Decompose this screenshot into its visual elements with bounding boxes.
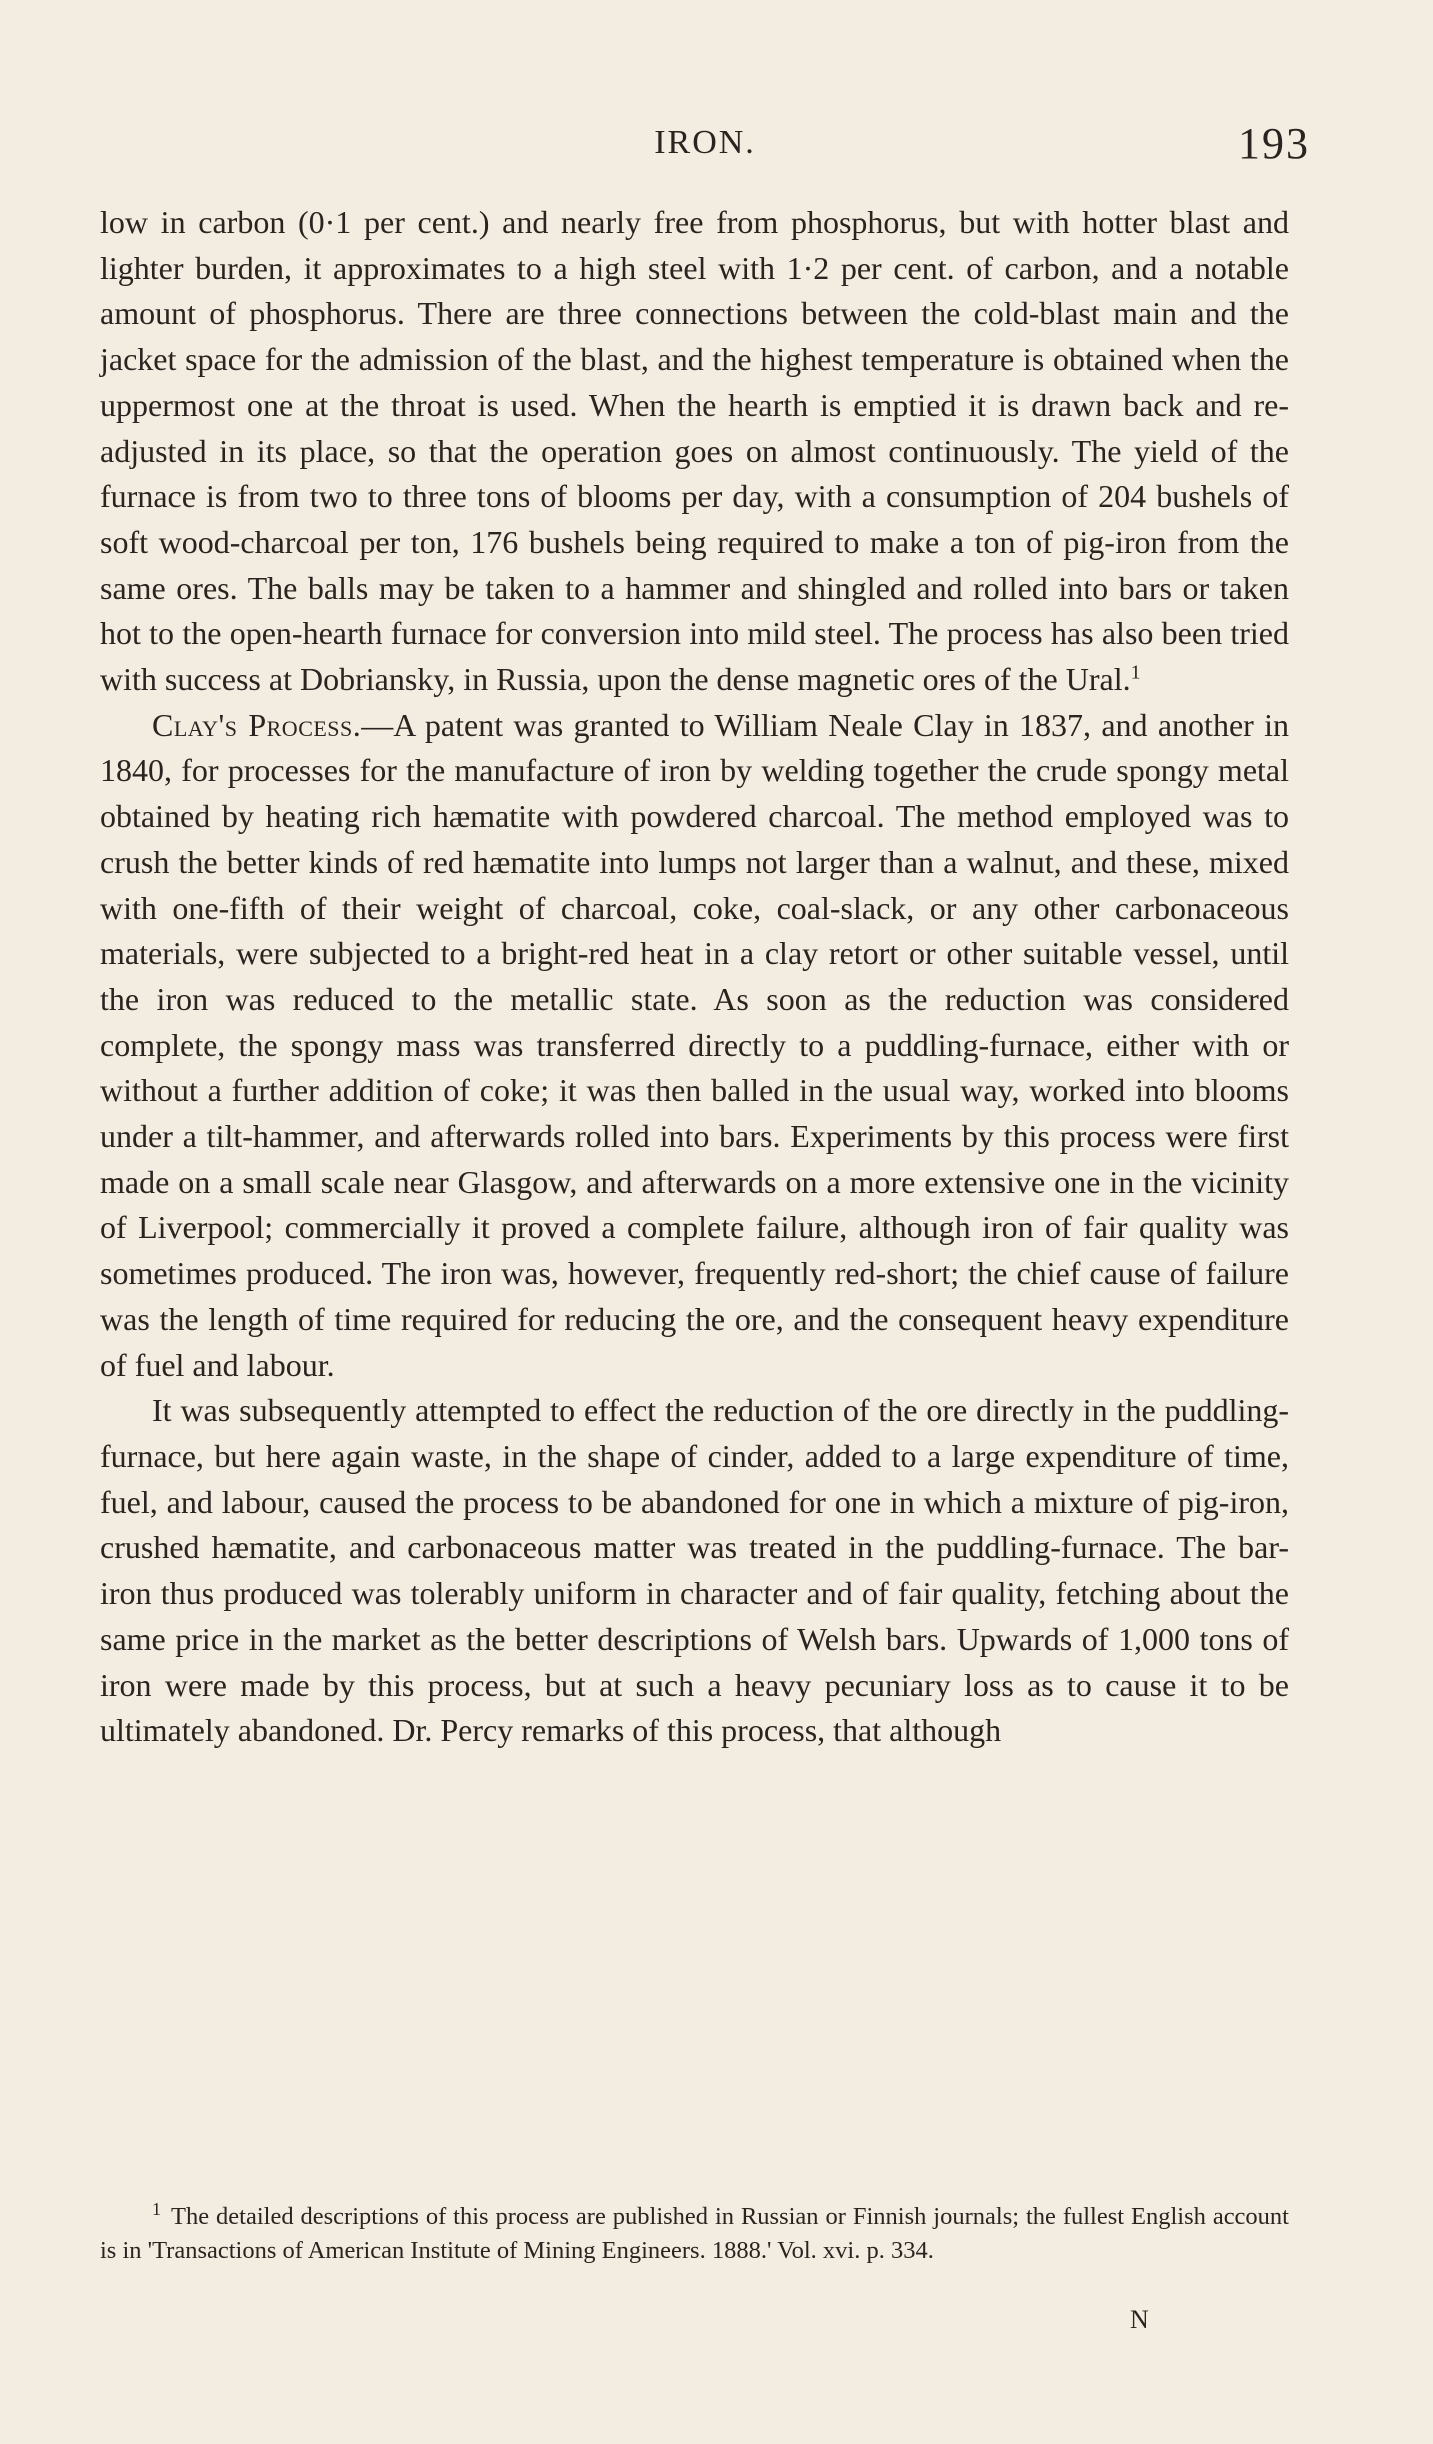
- running-head: [100, 118, 1310, 178]
- section-heading: Clay's Process.: [152, 706, 362, 743]
- footnote-mark: 1: [152, 2198, 161, 2219]
- footnote: [100, 2200, 1289, 2267]
- running-title: IRON.: [654, 124, 756, 161]
- footnote-text: The detailed descriptions of this process are published in Russian or Finnish journals; the fullest English account is in 'Transactions of American Institute of Mining Engineers. 1888.' Vol. xvi. p. 334.: [100, 2203, 1289, 2264]
- paragraph-3: It was subsequently attempted to effect the reduction of the ore directly in the puddling-furnace, but here again waste, in the shape of cinder, added to a large expenditure of time, fuel, and labour, caused the process to be abandoned for one in which a mixture of pig-iron, crushed hæmatite, and carbonaceous matter was treated in the puddling-furnace. The bar-iron thus produced was tolerably uniform in character and of fair quality, fetching about the same price in the market as the better descriptions of Welsh bars. Upwards of 1,000 tons of iron were made by this process, but at such a heavy pecuniary loss as to cause it to be ultimately abandoned. Dr. Percy remarks of this process, that although: [100, 1392, 1289, 1749]
- paragraph-1-text: low in carbon (0·1 per cent.) and nearly free from phosphorus, but with hotter blast and lighter burden, it approximates to a high steel with 1·2 per cent. of carbon, and a notable amount of phosphorus. There are three connections between the cold-blast main and the jacket space for the admission of the blast, and the highest temperature is obtained when the uppermost one at the throat is used. When the hearth is emptied it is drawn back and re-adjusted in its place, so that the operation goes on almost continuously. The yield of the furnace is from two to three tons of blooms per day, with a consumption of 204 bushels of soft wood-charcoal per ton, 176 bushels being required to make a ton of pig-iron from the same ores. The balls may be taken to a hammer and shingled and rolled into bars or taken hot to the open-hearth furnace for conversion into mild steel. The process has also been tried with success at Dobriansky, in Russia, upon the dense magnetic ores of the Ural.: [100, 204, 1289, 698]
- paragraph-2: [100, 703, 1289, 1389]
- paragraph-1: [100, 200, 1289, 703]
- page-number: 193: [1238, 119, 1310, 168]
- signature-mark: N: [1130, 2305, 1149, 2334]
- paragraph-2-text: —A patent was granted to William Neale Clay in 1837, and another in 1840, for processes for the manufacture of iron by welding together the crude spongy metal obtained by heating rich hæmatite with powdered charcoal. The method employed was to crush the better kinds of red hæmatite into lumps not larger than a walnut, and these, mixed with one-fifth of their weight of charcoal, coke, coal-slack, or any other carbonaceous materials, were subjected to a bright-red heat in a clay retort or other suitable vessel, until the iron was reduced to the metallic state. As soon as the reduction was considered complete, the spongy mass was transferred directly to a puddling-furnace, either with or without a further addition of coke; it was then balled in the usual way, worked into blooms under a tilt-hammer, and afterwards rolled into bars. Experiments by this process were first made on a small scale near Glasgow, and afterwards on a more extensive one in the vicinity of Liverpool; commercially it proved a complete failure, although iron of fair quality was sometimes produced. The iron was, however, frequently red-short; the chief cause of failure was the length of time required for reducing the ore, and the consequent heavy expenditure of fuel and labour.: [100, 706, 1289, 1383]
- body-text: [100, 200, 1289, 1754]
- footnote-reference: 1: [1130, 661, 1141, 684]
